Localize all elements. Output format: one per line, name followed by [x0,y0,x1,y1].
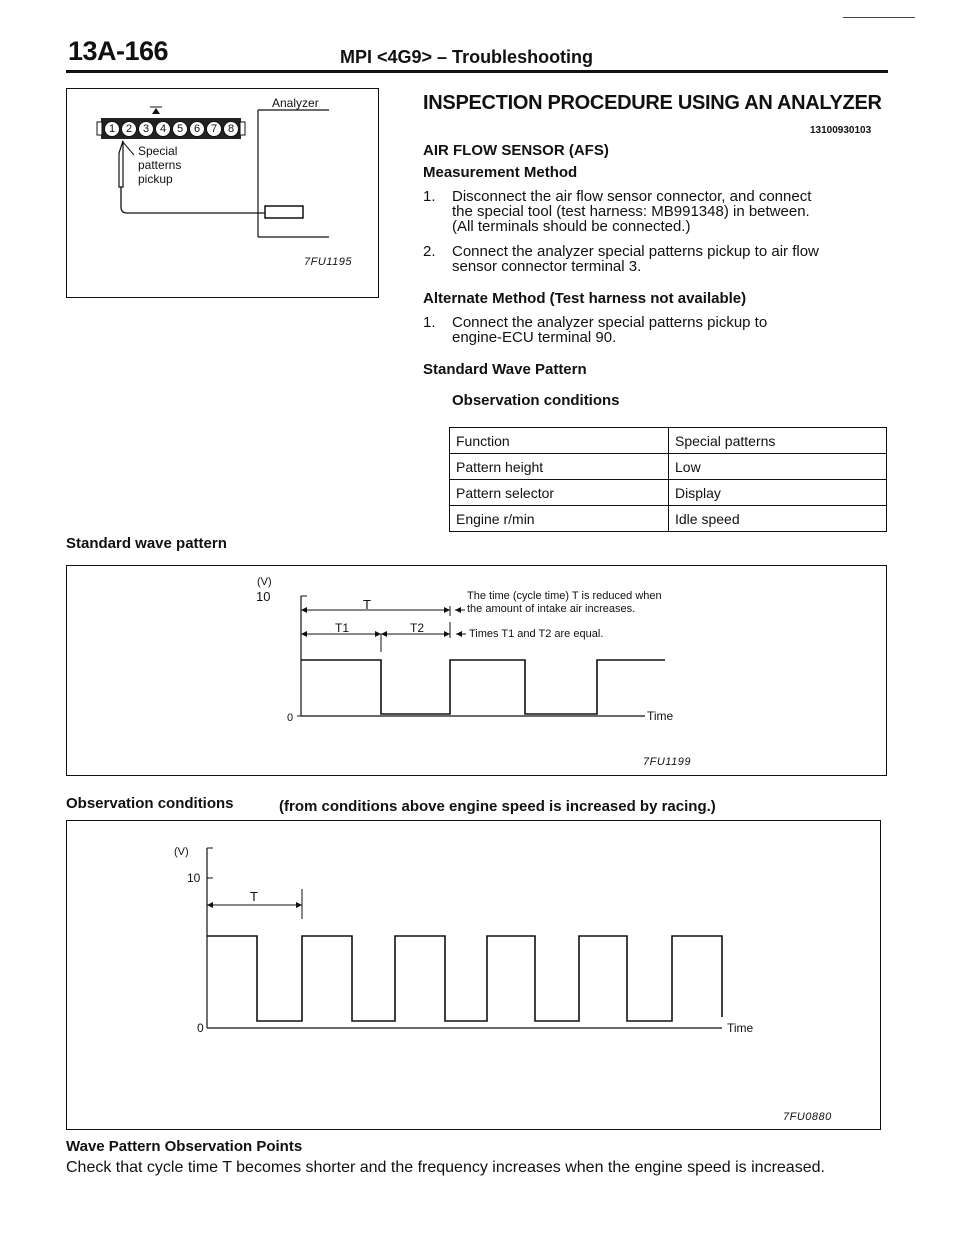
connector-pin: 2 [121,121,137,137]
table-row [450,506,887,532]
table-cell: Function [450,428,669,454]
connector-pin: 3 [138,121,154,137]
note-cycle-time-2: the amount of intake air increases. [467,603,636,615]
connector-pins [102,119,240,139]
subject-heading: AIR FLOW SENSOR (AFS) [423,142,609,159]
step-line: engine-ECU terminal 90. [452,329,617,346]
connector-pin: 8 [223,121,239,137]
period-label: T [250,889,258,904]
table-cell: Idle speed [669,506,887,532]
period-arrow-right [296,902,302,908]
top-edge-line [843,17,915,18]
step-line: the special tool (test harness: MB991348) in between. [452,203,810,220]
pickup-label-pickup: pickup [138,172,173,186]
step-number: 1. [423,188,436,205]
table-row [450,428,887,454]
section-code: 13100930103 [810,125,872,136]
racing-wave-pattern-box [66,820,881,1130]
step-line: Connect the analyzer special patterns pickup to air flow [452,243,819,260]
table-row [450,454,887,480]
alternate-heading: Alternate Method (Test harness not available) [423,290,747,307]
period-label: T [363,597,371,612]
page-number: 13A-166 [68,36,169,66]
section-title: INSPECTION PROCEDURE USING AN ANALYZER [423,92,882,114]
page-title: MPI <4G9> – Troubleshooting [340,47,594,67]
connector-pin: 4 [155,121,171,137]
figure-code: 7FU1195 [304,256,352,268]
points-text: Check that cycle time T becomes shorter and the frequency increases when the engine speed is increased. [66,1159,825,1176]
step-line: (All terminals should be connected.) [452,218,691,235]
connector-pin: 6 [189,121,205,137]
note-cycle-time-1: The time (cycle time) T is reduced when [467,590,662,602]
table-cell: Display [669,480,887,506]
y-unit-label: (V) [257,576,272,588]
y-zero-label: 0 [287,712,294,724]
note-t1-t2-equal: Times T1 and T2 are equal. [469,628,604,640]
measurement-heading: Measurement Method [423,164,578,181]
racing-heading-b: (from conditions above engine speed is increased by racing.) [279,798,716,815]
racing-waveform-line [207,936,722,1021]
y-max-label: 10 [256,589,271,604]
table-row [450,480,887,506]
t1-label: T1 [335,621,350,635]
table-cell: Pattern selector [450,480,669,506]
y-zero-label: 0 [197,1021,204,1035]
standard-wave-label: Standard wave pattern [66,535,227,552]
pickup-label-special: Special [138,144,178,158]
step-line: Disconnect the air flow sensor connector, and connect [452,188,812,205]
racing-wave-chart [67,821,880,1129]
standard-wave-box [66,565,887,776]
x-axis-label: Time [727,1021,754,1035]
connector-pin: 7 [206,121,222,137]
step-number: 2. [423,243,436,260]
connector-pin: 1 [104,121,120,137]
figure-code: 7FU1199 [643,756,691,768]
y-max-label: 10 [187,871,201,885]
points-heading: Wave Pattern Observation Points [66,1138,303,1155]
period-arrow-left [207,902,213,908]
step-line: sensor connector terminal 3. [452,258,642,275]
standard-wave-heading: Standard Wave Pattern [423,361,587,378]
analyzer-label: Analyzer [272,96,319,110]
step-number: 1. [423,314,436,331]
table-cell: Pattern height [450,454,669,480]
observation-table [449,427,887,532]
figure-code: 7FU0880 [783,1111,832,1123]
header-rule [66,70,888,73]
analyzer-illustration [66,88,379,298]
x-axis-label: Time [647,709,674,723]
table-cell: Engine r/min [450,506,669,532]
connector-pin: 5 [172,121,188,137]
table-cell: Low [669,454,887,480]
table-cell: Special patterns [669,428,887,454]
step-line: Connect the analyzer special patterns pickup to [452,314,768,331]
racing-heading-a: Observation conditions [66,795,234,812]
pickup-label-patterns: patterns [138,158,182,172]
observation-heading: Observation conditions [452,392,620,409]
t2-label: T2 [410,621,425,635]
y-unit-label: (V) [174,846,189,858]
